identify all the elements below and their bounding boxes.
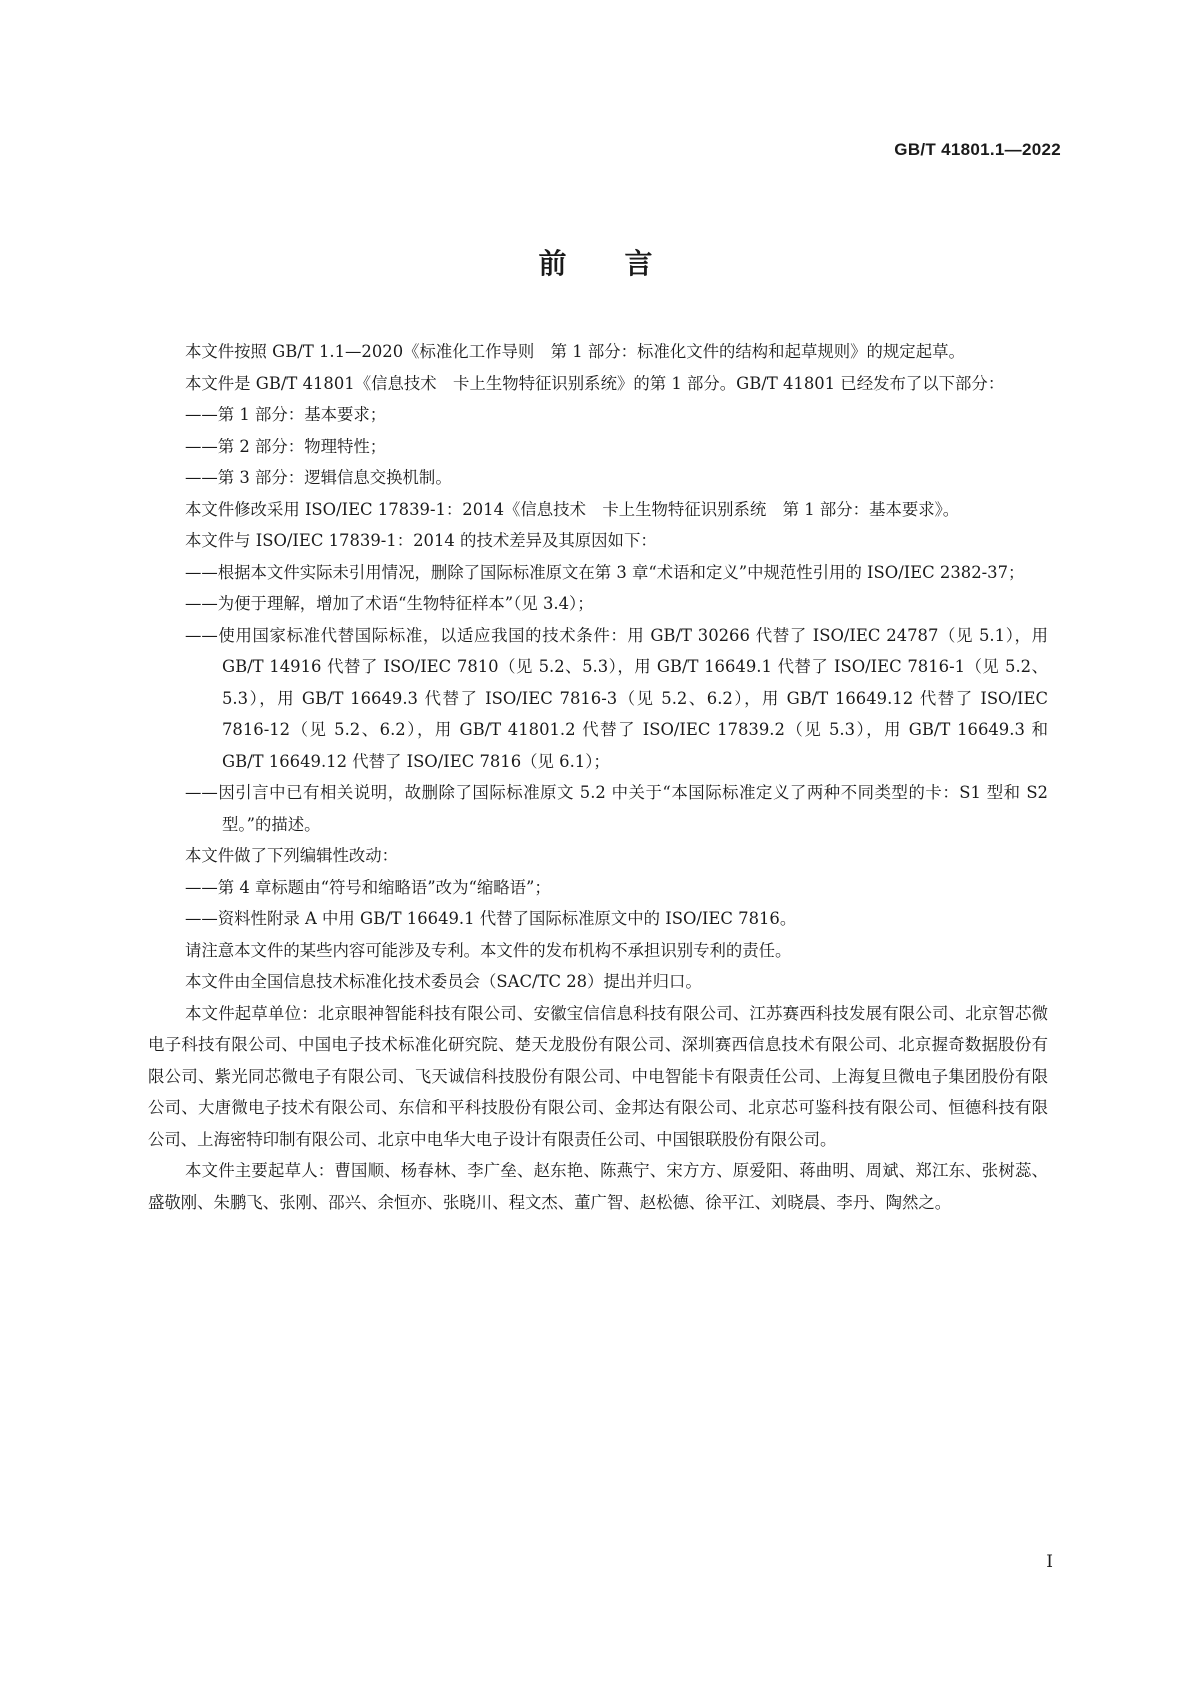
list-item: ——根据本文件实际未引用情况，删除了国际标准原文在第 3 章“术语和定义”中规范性引用的 ISO/IEC 2382-37； — [185, 562, 1025, 582]
paragraph-patent-notice: 请注意本文件的某些内容可能涉及专利。本文件的发布机构不承担识别专利的责任。 — [185, 940, 792, 960]
list-item: ——第 2 部分：物理特性； — [185, 436, 387, 456]
list-item: ——因引言中已有相关说明，故删除了国际标准原文 5.2 中关于“本国际标准定义了两种不同类型的卡：S1 型和 S2 型。”的描述。 — [185, 783, 1048, 834]
foreword-body — [148, 336, 1048, 1218]
list-item: ——第 4 章标题由“符号和缩略语”改为“缩略语”； — [185, 877, 551, 897]
paragraph-proposer: 本文件由全国信息技术标准化技术委员会（SAC/TC 28）提出并归口。 — [185, 972, 702, 991]
paragraph-drafting-organizations: 本文件起草单位：北京眼神智能科技有限公司、安徽宝信信息科技有限公司、江苏赛西科技发展有限公司、北京智芯微电子科技有限公司、中国电子技术标准化研究院、楚天龙股份有限公司、深圳赛西信息技术有限公司、北京握奇数据股份有限公司、紫光同芯微电子有限公司、飞天诚信科技股份有限公司、中电智能卡有限责任公司、上海复旦微电子集团股份有限公司、大唐微电子技术有限公司、东信和平科技股份有限公司、金邦达有限公司、北京芯可鉴科技有限公司、恒德科技有限公司、上海密特印制有限公司、北京中电华大电子设计有限责任公司、中国银联股份有限公司。 — [148, 1003, 1048, 1149]
page-number: I — [1046, 1552, 1053, 1572]
paragraph-editorial-changes: 本文件做了下列编辑性改动： — [185, 846, 399, 865]
paragraph-drafters: 本文件主要起草人：曹国顺、杨春林、李广垒、赵东艳、陈燕宁、宋方方、原爱阳、蒋曲明、周斌、郑江东、张树蕊、盛敬刚、朱鹏飞、张刚、邵兴、余恒亦、张晓川、程文杰、董广智、赵松德、徐平江、刘晓晨、李丹、陶然之。 — [148, 1161, 1048, 1212]
page-title: 前言 — [538, 247, 711, 280]
list-item: ——使用国家标准代替国际标准，以适应我国的技术条件：用 GB/T 30266 代替了 ISO/IEC 24787（见 5.1），用 GB/T 14916 代替了 ISO/IEC 7810（见 5.2、5.3），用 GB/T 16649.1 代替了 ISO/IEC 7816-1（见 5.2、5.3），用 GB/T 16649.3 代替了 ISO/IEC 7816-3（见 5.2、6.2），用 GB/T 16649.12 代替了 ISO/IEC 7816-12（见 5.2、6.2），用 GB/T 41801.2 代替了 ISO/IEC 17839.2（见 5.3），用 GB/T 16649.3 和 GB/T 16649.12 代替了 ISO/IEC 7816（见 6.1）； — [185, 625, 1048, 771]
list-item: ——第 1 部分：基本要求； — [185, 405, 387, 424]
paragraph-drafting-rules: 本文件按照 GB/T 1.1—2020《标准化工作导则 第 1 部分：标准化文件的结构和起草规则》的规定起草。 — [185, 342, 965, 361]
list-item: ——为便于理解，增加了术语“生物特征样本”（见 3.4）； — [185, 594, 594, 613]
list-item: ——第 3 部分：逻辑信息交换机制。 — [185, 468, 452, 487]
paragraph-adoption: 本文件修改采用 ISO/IEC 17839-1：2014《信息技术 卡上生物特征识别系统 第 1 部分：基本要求》。 — [185, 499, 960, 519]
paragraph-series-parts: 本文件是 GB/T 41801《信息技术 卡上生物特征识别系统》的第 1 部分。GB/T 41801 已经发布了以下部分： — [185, 373, 1005, 393]
standard-code: GB/T 41801.1—2022 — [894, 140, 1061, 159]
paragraph-technical-differences: 本文件与 ISO/IEC 17839-1：2014 的技术差异及其原因如下： — [185, 531, 657, 550]
list-item: ——资料性附录 A 中用 GB/T 16649.1 代替了国际标准原文中的 ISO/IEC 7816。 — [185, 909, 797, 928]
